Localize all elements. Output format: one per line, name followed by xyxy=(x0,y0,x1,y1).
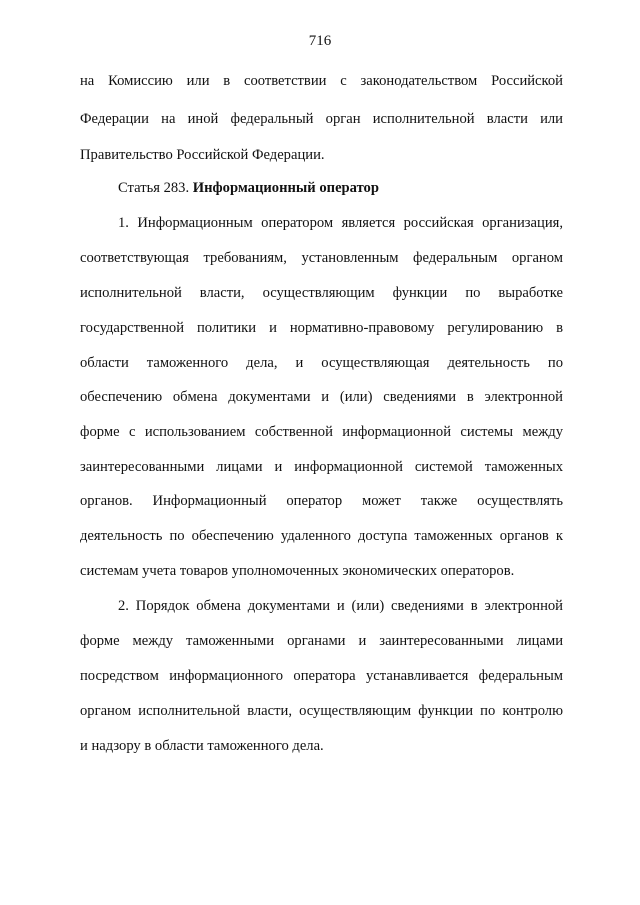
text-line: исполнительной власти, осуществляющим функции по выработке xyxy=(80,285,563,301)
text-line: соответствующая требованиям, установленным федеральным органом xyxy=(80,250,563,266)
text-line: системам учета товаров уполномоченных экономических операторов. xyxy=(80,563,515,579)
text-line: 1. Информационным оператором является российская организация, xyxy=(118,215,563,231)
text-line: посредством информационного оператора устанавливается федеральным xyxy=(80,668,563,684)
text-line: форме между таможенными органами и заинтересованными лицами xyxy=(80,633,563,649)
text-line: Правительство Российской Федерации. xyxy=(80,147,325,163)
text-line: области таможенного дела, и осуществляющая деятельность по xyxy=(80,355,563,371)
text-line: деятельность по обеспечению удаленного доступа таможенных органов к xyxy=(80,528,563,544)
text-line: обеспечению обмена документами и (или) сведениями в электронной xyxy=(80,389,563,405)
article-number: Статья 283. xyxy=(118,180,190,196)
article-title: Информационный оператор xyxy=(192,180,379,196)
text-line: 2. Порядок обмена документами и (или) сведениями в электронной xyxy=(118,598,563,614)
text-line: органов. Информационный оператор может также осуществлять xyxy=(80,493,563,509)
text-line: форме с использованием собственной информационной системы между xyxy=(80,424,563,440)
text-line: на Комиссию или в соответствии с законодательством Российской xyxy=(80,73,563,89)
text-line: Федерации на иной федеральный орган исполнительной власти или xyxy=(80,111,563,127)
text-line: и надзору в области таможенного дела. xyxy=(80,738,324,754)
text-line: заинтересованными лицами и информационной системой таможенных xyxy=(80,459,563,475)
text-line: органом исполнительной власти, осуществляющим функции по контролю xyxy=(80,703,563,719)
text-line: государственной политики и нормативно-правовому регулированию в xyxy=(80,320,563,336)
article-heading xyxy=(118,179,563,197)
page-number: 716 xyxy=(308,33,332,49)
